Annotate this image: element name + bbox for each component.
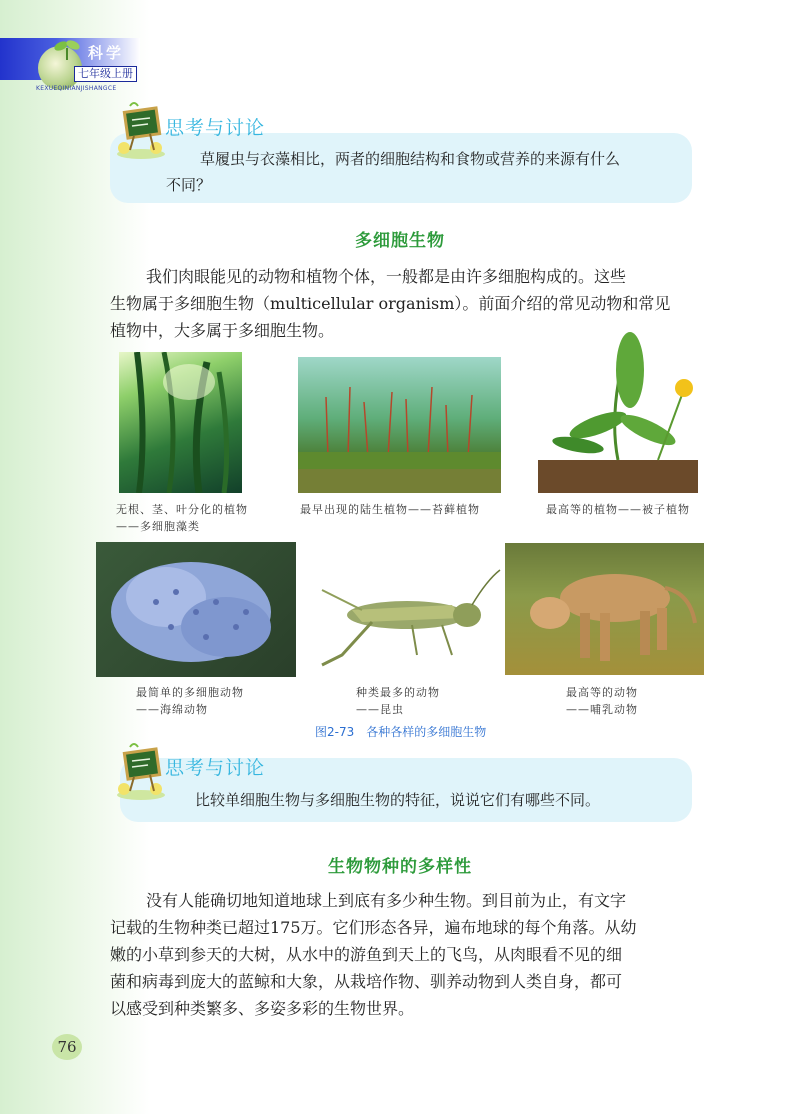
photo-moss <box>298 357 501 493</box>
sprout-icon <box>52 38 82 60</box>
photo-dandelion <box>538 330 698 493</box>
discussion-title-1: 思考与讨论 <box>165 117 266 139</box>
paragraph-2-line-1: 没有人能确切地知道地球上到底有多少种生物。到目前为止，有文字 <box>146 891 627 910</box>
caption-mammal-line-1: 最高等的动物 <box>566 686 638 699</box>
paragraph-2-line-2: 记载的生物种类已超过175万。它们形态各异，遍布地球的每个角落。从幼 <box>110 918 637 937</box>
discussion-text-2: 比较单细胞生物与多细胞生物的特征，说说它们有哪些不同。 <box>195 791 601 809</box>
discussion-text-1b: 不同？ <box>166 176 212 194</box>
figure-title: 图2-73 各种各样的多细胞生物 <box>315 725 487 739</box>
caption-algae: 无根、茎、叶分化的植物——多细胞藻类 <box>116 503 248 533</box>
caption-insect-line-2: ——昆虫 <box>356 703 404 716</box>
photo-mammal <box>505 543 704 675</box>
photo-grasshopper <box>302 560 502 670</box>
caption-seed-plant: 最高等的植物——被子植物 <box>546 503 690 516</box>
photo-sponge <box>96 542 296 677</box>
discussion-text-1a: 草履虫与衣藻相比，两者的细胞结构和食物或营养的来源有什么 <box>200 150 621 168</box>
subject-title: 科学 <box>88 44 125 62</box>
photo-kelp-algae <box>119 352 242 493</box>
grade-label: 七年级上册 <box>74 66 137 82</box>
paragraph-2-line-5: 以感受到种类繁多、多姿多彩的生物世界。 <box>110 999 415 1018</box>
reading-board-icon <box>112 98 170 160</box>
caption-sponge-line-2: ——海绵动物 <box>136 703 208 716</box>
caption-sponge-line-1: 最简单的多细胞动物 <box>136 686 244 699</box>
page-number: 76 <box>52 1034 82 1060</box>
paragraph-2-line-4: 菌和病毒到庞大的蓝鲸和大象，从栽培作物、驯养动物到人类自身，都可 <box>110 972 623 991</box>
paragraph-1-line-1: 我们肉眼能见的动物和植物个体，一般都是由许多细胞构成的。这些 <box>146 267 627 286</box>
section-title-multicellular: 多细胞生物 <box>355 231 445 251</box>
reading-board-icon <box>112 739 170 801</box>
paragraph-1-line-3: 植物中，大多属于多细胞生物。 <box>110 321 335 340</box>
caption-insect-line-1: 种类最多的动物 <box>356 686 440 699</box>
paragraph-1-line-2: 生物属于多细胞生物（multicellular organism）。前面介绍的常见动物和常见 <box>110 294 671 313</box>
discussion-title-2: 思考与讨论 <box>165 757 266 779</box>
header-pinyin: KEXUEQINIANJISHANGCE <box>36 85 117 92</box>
section-title-species-diversity: 生物物种的多样性 <box>328 857 472 877</box>
caption-moss: 最早出现的陆生植物——苔藓植物 <box>300 503 480 516</box>
caption-mammal-line-2: ——哺乳动物 <box>566 703 638 716</box>
paragraph-2-line-3: 嫩的小草到参天的大树，从水中的游鱼到天上的飞鸟，从肉眼看不见的细 <box>110 945 623 964</box>
